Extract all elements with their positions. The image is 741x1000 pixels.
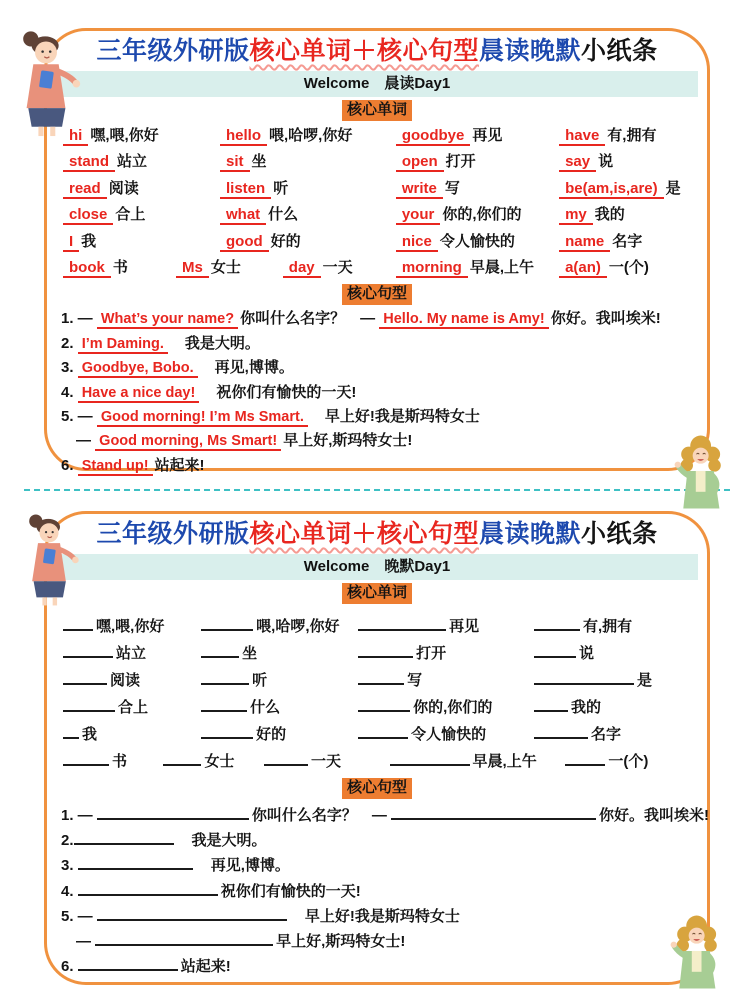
chinese-meaning: 说 xyxy=(598,153,614,171)
word-list xyxy=(63,123,691,281)
word-entry xyxy=(220,123,396,149)
sentences-section-badge: 核心句型 xyxy=(342,778,412,799)
word-entry xyxy=(396,202,559,228)
lesson-header: Welcome 晨读Day1 xyxy=(56,71,698,97)
word-entry xyxy=(63,202,220,228)
english-sentence: What’s your name? xyxy=(97,311,238,329)
sentence-line xyxy=(61,381,697,405)
page-title xyxy=(47,519,707,550)
answer-blank xyxy=(565,752,605,766)
word-entry xyxy=(63,613,201,640)
title-segment: 晨读晚默 xyxy=(479,520,582,548)
chinese-meaning: 有,拥有 xyxy=(607,127,657,144)
chinese-meaning: 听 xyxy=(273,179,289,197)
sentence-text: 6. xyxy=(61,456,78,474)
english-word: say xyxy=(559,153,596,172)
word-row xyxy=(63,748,691,775)
sentence-line xyxy=(61,828,697,853)
english-word: hi xyxy=(63,127,88,146)
english-word: listen xyxy=(220,180,271,199)
word-entry xyxy=(559,149,691,175)
chinese-meaning: 我 xyxy=(82,726,98,743)
chinese-meaning: 名字 xyxy=(612,232,643,250)
word-row xyxy=(63,640,691,667)
word-entry xyxy=(358,640,534,667)
word-entry xyxy=(559,255,691,281)
word-entry xyxy=(63,694,201,721)
chinese-meaning: 嘿,喂,你好 xyxy=(90,127,159,144)
chinese-meaning: 再见 xyxy=(472,127,503,144)
words-section-badge: 核心单词 xyxy=(342,583,412,604)
english-word: morning xyxy=(396,259,468,278)
chinese-meaning: 一天 xyxy=(322,258,353,276)
chinese-meaning: 书 xyxy=(112,753,128,770)
answer-blank xyxy=(74,831,174,845)
sentences-section-badge: 核心句型 xyxy=(342,284,412,305)
word-entry xyxy=(358,721,534,748)
chinese-meaning: 早晨,上午 xyxy=(472,753,537,770)
word-entry xyxy=(396,255,559,281)
sentence-text: 5. — xyxy=(61,407,97,425)
word-entry xyxy=(63,667,201,694)
chinese-meaning: 写 xyxy=(444,179,460,197)
sentence-text: 早上好,斯玛特女士! xyxy=(276,932,406,950)
word-entry xyxy=(283,255,396,281)
chinese-meaning: 令人愉快的 xyxy=(439,232,515,250)
word-row xyxy=(63,613,691,640)
english-word: a(an) xyxy=(559,259,607,278)
word-entry xyxy=(559,202,691,228)
answer-blank xyxy=(358,617,446,631)
word-entry xyxy=(220,176,396,202)
english-word: good xyxy=(220,233,269,252)
word-entry xyxy=(559,123,691,149)
word-row xyxy=(63,149,691,175)
chinese-meaning: 早晨,上午 xyxy=(469,258,534,276)
chinese-meaning: 什么 xyxy=(250,699,281,716)
worksheet-panel-morning xyxy=(44,28,710,474)
chinese-meaning: 坐 xyxy=(242,645,258,662)
chinese-meaning: 女士 xyxy=(210,258,241,276)
english-sentence: Hello. My name is Amy! xyxy=(379,311,548,329)
word-entry xyxy=(201,694,358,721)
word-entry xyxy=(396,149,559,175)
word-entry xyxy=(176,255,283,281)
word-entry xyxy=(534,694,691,721)
english-word: be(am,is,are) xyxy=(559,180,664,199)
english-word: your xyxy=(396,206,441,225)
english-word: book xyxy=(63,259,111,278)
chinese-meaning: 听 xyxy=(252,672,268,689)
sentence-list xyxy=(61,307,697,478)
english-word: write xyxy=(396,180,443,199)
sentence-text: 我是大明。 xyxy=(176,832,267,850)
english-word: read xyxy=(63,180,107,199)
sentence-line xyxy=(61,853,697,878)
chinese-meaning: 你的,你们的 xyxy=(413,699,493,716)
sentence-line xyxy=(61,454,697,478)
sentence-text: — xyxy=(76,432,96,450)
word-entry xyxy=(559,229,691,255)
chinese-meaning: 站立 xyxy=(116,645,147,662)
lesson-header: Welcome 晚默Day1 xyxy=(56,554,698,580)
sentence-text: 1. — xyxy=(61,807,97,824)
chinese-meaning: 阅读 xyxy=(110,672,141,689)
word-entry xyxy=(390,748,566,775)
answer-blank xyxy=(63,671,107,685)
answer-blank xyxy=(63,644,113,658)
chinese-meaning: 嘿,喂,你好 xyxy=(96,618,165,635)
chinese-meaning: 有,拥有 xyxy=(582,618,633,635)
sentence-text: 你好。我叫埃米! xyxy=(599,807,710,824)
answer-blank xyxy=(390,752,470,766)
word-row xyxy=(63,229,691,255)
title-segment: 晨读晚默 xyxy=(479,37,582,65)
chinese-meaning: 喂,哈啰,你好 xyxy=(269,127,353,144)
chinese-meaning: 站立 xyxy=(117,153,148,171)
chinese-meaning: 写 xyxy=(407,672,423,689)
english-word: have xyxy=(559,127,605,146)
word-entry xyxy=(201,613,358,640)
sentence-text: 5. — xyxy=(61,907,97,925)
chinese-meaning: 女士 xyxy=(204,753,235,770)
chinese-meaning: 再见 xyxy=(449,618,480,635)
chinese-meaning: 合上 xyxy=(115,206,146,224)
answer-blank xyxy=(534,644,576,658)
word-entry xyxy=(163,748,263,775)
english-sentence: Good morning! I’m Ms Smart. xyxy=(97,409,308,427)
sentence-text: 你叫什么名字？ — xyxy=(251,807,392,824)
sentence-text: 早上好,斯玛特女士! xyxy=(283,432,413,450)
answer-blank xyxy=(163,752,201,766)
sentence-line xyxy=(61,307,697,331)
word-entry xyxy=(396,229,559,255)
english-word: what xyxy=(220,206,266,225)
answer-blank xyxy=(78,882,218,896)
word-entry xyxy=(201,640,358,667)
english-word: stand xyxy=(63,153,115,172)
english-word: nice xyxy=(396,233,438,252)
word-entry xyxy=(220,229,396,255)
answer-blank xyxy=(534,725,588,739)
sentence-text: 再见,博博。 xyxy=(199,359,294,377)
answer-blank xyxy=(201,725,253,739)
chinese-meaning: 我 xyxy=(81,232,97,250)
title-segment: 小纸条 xyxy=(581,37,658,65)
word-entry xyxy=(358,694,534,721)
word-entry xyxy=(264,748,390,775)
english-word: Ms xyxy=(176,259,209,278)
chinese-meaning: 一(个) xyxy=(608,258,649,276)
sentence-text: 我是大明。 xyxy=(169,334,260,352)
chinese-meaning: 我的 xyxy=(570,699,601,716)
word-entry xyxy=(220,149,396,175)
answer-blank xyxy=(201,698,247,712)
chinese-meaning: 名字 xyxy=(590,726,621,743)
sentence-text: 3. xyxy=(61,359,78,377)
chinese-meaning: 合上 xyxy=(118,699,149,716)
chinese-meaning: 打开 xyxy=(445,153,476,171)
word-entry xyxy=(63,229,220,255)
sentence-text: 3. xyxy=(61,857,78,875)
answer-blank xyxy=(358,698,410,712)
sentence-line xyxy=(61,429,697,453)
answer-blank xyxy=(97,806,249,820)
word-entry xyxy=(63,255,176,281)
word-entry xyxy=(63,640,201,667)
answer-blank xyxy=(95,932,273,946)
sentence-text: 1. — xyxy=(61,310,97,328)
sentence-text: 你叫什么名字？ — xyxy=(240,310,380,328)
answer-blank xyxy=(201,617,253,631)
sentence-text: 6. xyxy=(61,958,78,976)
sentence-text: 早上好!我是斯玛特女士 xyxy=(289,907,460,925)
sentence-line xyxy=(61,929,697,954)
chinese-meaning: 令人愉快的 xyxy=(411,726,487,743)
answer-blank xyxy=(534,671,634,685)
sentence-list xyxy=(61,803,710,979)
sentence-line xyxy=(61,904,697,929)
word-row xyxy=(63,667,691,694)
words-section-badge: 核心单词 xyxy=(342,100,412,121)
chinese-meaning: 好的 xyxy=(270,232,301,250)
word-entry xyxy=(534,613,691,640)
chinese-meaning: 喂,哈啰,你好 xyxy=(256,618,340,635)
sentence-line xyxy=(61,954,697,979)
word-entry xyxy=(63,721,201,748)
answer-blank xyxy=(97,907,287,921)
sentence-text: — xyxy=(76,932,96,950)
title-segment: 三年级外研版 xyxy=(96,37,250,65)
english-word: name xyxy=(559,233,610,252)
chinese-meaning: 是 xyxy=(636,672,652,689)
chinese-meaning: 什么 xyxy=(268,206,299,224)
answer-blank xyxy=(63,752,109,766)
answer-blank xyxy=(358,725,408,739)
chinese-meaning: 打开 xyxy=(416,645,447,662)
word-row xyxy=(63,721,691,748)
chinese-meaning: 书 xyxy=(112,258,128,276)
sentence-text: 2. xyxy=(61,832,74,850)
word-row xyxy=(63,694,691,721)
chinese-meaning: 好的 xyxy=(256,726,287,743)
answer-blank xyxy=(264,752,308,766)
word-list xyxy=(63,613,691,775)
sentence-line xyxy=(61,332,697,356)
word-entry xyxy=(396,123,559,149)
title-segment: 三年级外研版 xyxy=(96,520,250,548)
page-title xyxy=(47,36,707,67)
cut-line-divider xyxy=(24,489,730,491)
word-entry xyxy=(63,176,220,202)
chinese-meaning: 我的 xyxy=(594,206,625,224)
chinese-meaning: 是 xyxy=(665,179,681,197)
sentence-line xyxy=(61,356,697,380)
title-segment: 核心单词＋核心句型 xyxy=(249,37,479,65)
english-word: goodbye xyxy=(396,127,471,146)
answer-blank xyxy=(78,957,178,971)
word-entry xyxy=(565,748,691,775)
english-word: day xyxy=(283,259,321,278)
sentence-line xyxy=(61,405,697,429)
word-row xyxy=(63,123,691,149)
word-entry xyxy=(358,613,534,640)
answer-blank xyxy=(534,617,580,631)
answer-blank xyxy=(63,617,93,631)
word-entry xyxy=(63,748,163,775)
english-sentence: Stand up! xyxy=(78,458,153,476)
sentence-text: 早上好!我是斯玛特女士 xyxy=(309,407,480,425)
answer-blank xyxy=(63,698,115,712)
answer-blank xyxy=(358,644,413,658)
word-entry xyxy=(534,640,691,667)
title-segment: 小纸条 xyxy=(581,520,658,548)
sentence-text: 4. xyxy=(61,882,78,900)
word-entry xyxy=(201,721,358,748)
sentence-text: 站起来! xyxy=(154,456,205,474)
word-entry xyxy=(201,667,358,694)
sentence-text: 站起来! xyxy=(180,958,231,976)
word-entry xyxy=(534,667,691,694)
word-entry xyxy=(396,176,559,202)
answer-blank xyxy=(78,856,193,870)
chinese-meaning: 你的,你们的 xyxy=(442,206,522,224)
word-row xyxy=(63,176,691,202)
sentence-text: 4. xyxy=(61,383,78,401)
answer-blank xyxy=(391,806,596,820)
english-word: close xyxy=(63,206,113,225)
chinese-meaning: 阅读 xyxy=(108,179,139,197)
sentence-text: 祝你们有愉快的一天! xyxy=(201,383,357,401)
word-entry xyxy=(534,721,691,748)
answer-blank xyxy=(201,671,249,685)
worksheet-panel-evening xyxy=(44,511,710,985)
sentence-text: 2. xyxy=(61,334,78,352)
answer-blank xyxy=(358,671,404,685)
word-entry xyxy=(63,149,220,175)
english-word: open xyxy=(396,153,444,172)
english-sentence: I’m Daming. xyxy=(78,336,168,354)
word-entry xyxy=(559,176,691,202)
word-entry xyxy=(220,202,396,228)
sentence-text: 再见,博博。 xyxy=(195,857,290,875)
sentence-line xyxy=(61,879,697,904)
english-word: sit xyxy=(220,153,250,172)
english-word: my xyxy=(559,206,593,225)
title-segment: 核心单词＋核心句型 xyxy=(249,520,479,548)
sentence-line xyxy=(61,803,710,828)
answer-blank xyxy=(63,725,79,739)
word-row xyxy=(63,202,691,228)
word-entry xyxy=(358,667,534,694)
chinese-meaning: 一天 xyxy=(310,753,341,770)
sentence-text: 你好。我叫埃米! xyxy=(550,310,661,328)
sentence-text: 祝你们有愉快的一天! xyxy=(220,882,361,900)
word-entry xyxy=(63,123,220,149)
english-sentence: Have a nice day! xyxy=(78,385,200,403)
english-word: hello xyxy=(220,127,267,146)
chinese-meaning: 坐 xyxy=(251,153,267,171)
english-sentence: Goodbye, Bobo. xyxy=(78,360,198,378)
answer-blank xyxy=(534,698,568,712)
english-sentence: Good morning, Ms Smart! xyxy=(95,433,281,451)
chinese-meaning: 说 xyxy=(578,645,594,662)
english-word: I xyxy=(63,233,79,252)
word-row xyxy=(63,255,691,281)
chinese-meaning: 一(个) xyxy=(608,753,649,770)
answer-blank xyxy=(201,644,239,658)
